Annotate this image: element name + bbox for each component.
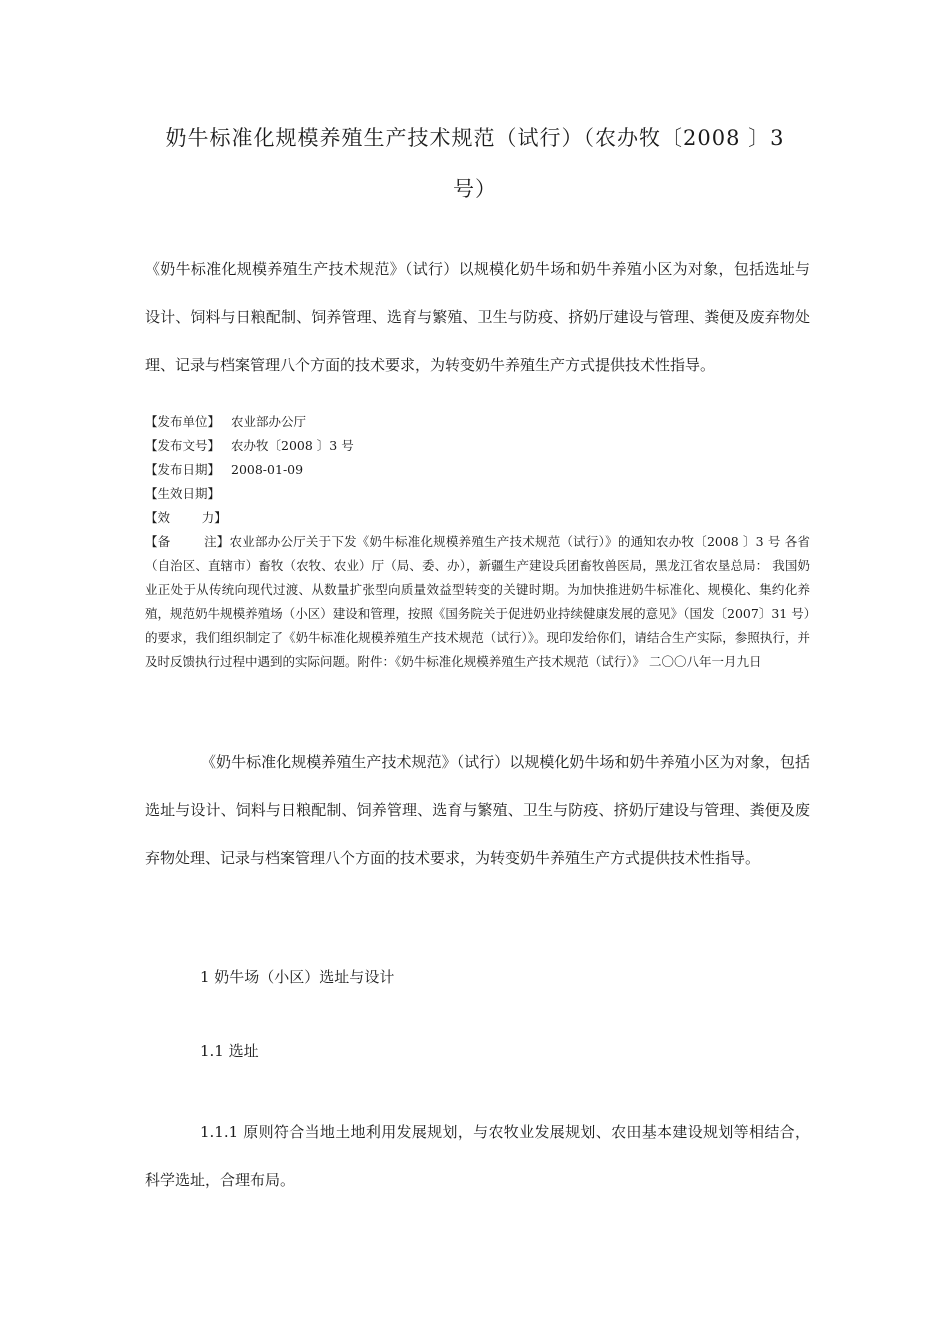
meta-date-value: 2008-01-09: [231, 462, 304, 477]
meta-remark-key: 【备 注】: [145, 534, 230, 549]
meta-validity-value: [231, 506, 810, 530]
meta-remark-value: 农业部办公厅关于下发《奶牛标准化规模养殖生产技术规范（试行）》的通知农办牧〔2008 〕3 号 各省（自治区、直辖市）畜牧（农牧、农业）厅（局、委、办），新疆生产建设兵团畜牧兽医局，黑龙江省农垦总局： 我国奶业正处于从传统向现代过渡、从数量扩张型向质量效益型转变的关键时期。为加快推进奶牛标准化、规模化、集约化养殖，规范奶牛规模养殖场（小区）建设和管理，按照《国务院关于促进奶业持续健康发展的意见》（国发〔2007〕31 号）的要求，我们组织制定了《奶牛标准化规模养殖生产技术规范（试行）》。现印发给你们，请结合生产实际，参照执行，并及时反馈执行过程中遇到的实际问题。附件：《奶牛标准化规模养殖生产技术规范（试行）》 二〇〇八年一月九日: [145, 534, 810, 669]
meta-issuer-key: 【发布单位】: [145, 414, 221, 429]
meta-issuer-row: [145, 410, 810, 434]
meta-docno-row: [145, 434, 810, 458]
section-paragraph-1-1-1: 1.1.1 原则符合当地土地利用发展规划，与农牧业发展规划、农田基本建设规划等相结合，科学选址，合理布局。: [145, 1123, 810, 1189]
meta-validity-key: 【效 力】: [145, 510, 227, 525]
summary-paragraph: 《奶牛标准化规模养殖生产技术规范》（试行）以规模化奶牛场和奶牛养殖小区为对象，包括选址与设计、饲料与日粮配制、饲养管理、选育与繁殖、卫生与防疫、挤奶厅建设与管理、粪便及废弃物处理、记录与档案管理八个方面的技术要求，为转变奶牛养殖生产方式提供技术性指导。: [145, 260, 810, 374]
body-paragraph: 《奶牛标准化规模养殖生产技术规范》（试行）以规模化奶牛场和奶牛养殖小区为对象，包括选址与设计、饲料与日粮配制、饲养管理、选育与繁殖、卫生与防疫、挤奶厅建设与管理、粪便及废弃物处理、记录与档案管理八个方面的技术要求，为转变奶牛养殖生产方式提供技术性指导。: [145, 753, 810, 867]
meta-date-row: [145, 458, 810, 482]
metadata-block: [145, 410, 810, 530]
meta-date-key: 【发布日期】: [145, 462, 221, 477]
document-title-line-1: 奶牛标准化规模养殖生产技术规范（试行）（农办牧〔2008 〕3: [165, 126, 785, 150]
document-title-line-2: 号）: [453, 177, 497, 201]
meta-docno-key: 【发布文号】: [145, 438, 221, 453]
meta-remark: [145, 530, 810, 674]
section-heading-1: 1 奶牛场（小区）选址与设计: [200, 968, 395, 986]
meta-effective-date-value: [231, 482, 810, 506]
meta-effective-date-key: 【生效日期】: [145, 486, 221, 501]
section-heading-1-1: 1.1 选址: [200, 1042, 259, 1060]
meta-effective-date-row: [145, 482, 810, 506]
meta-docno-value: 农办牧〔2008 〕3 号: [231, 438, 354, 453]
meta-issuer-value: 农业部办公厅: [231, 414, 307, 429]
meta-validity-row: [145, 506, 810, 530]
